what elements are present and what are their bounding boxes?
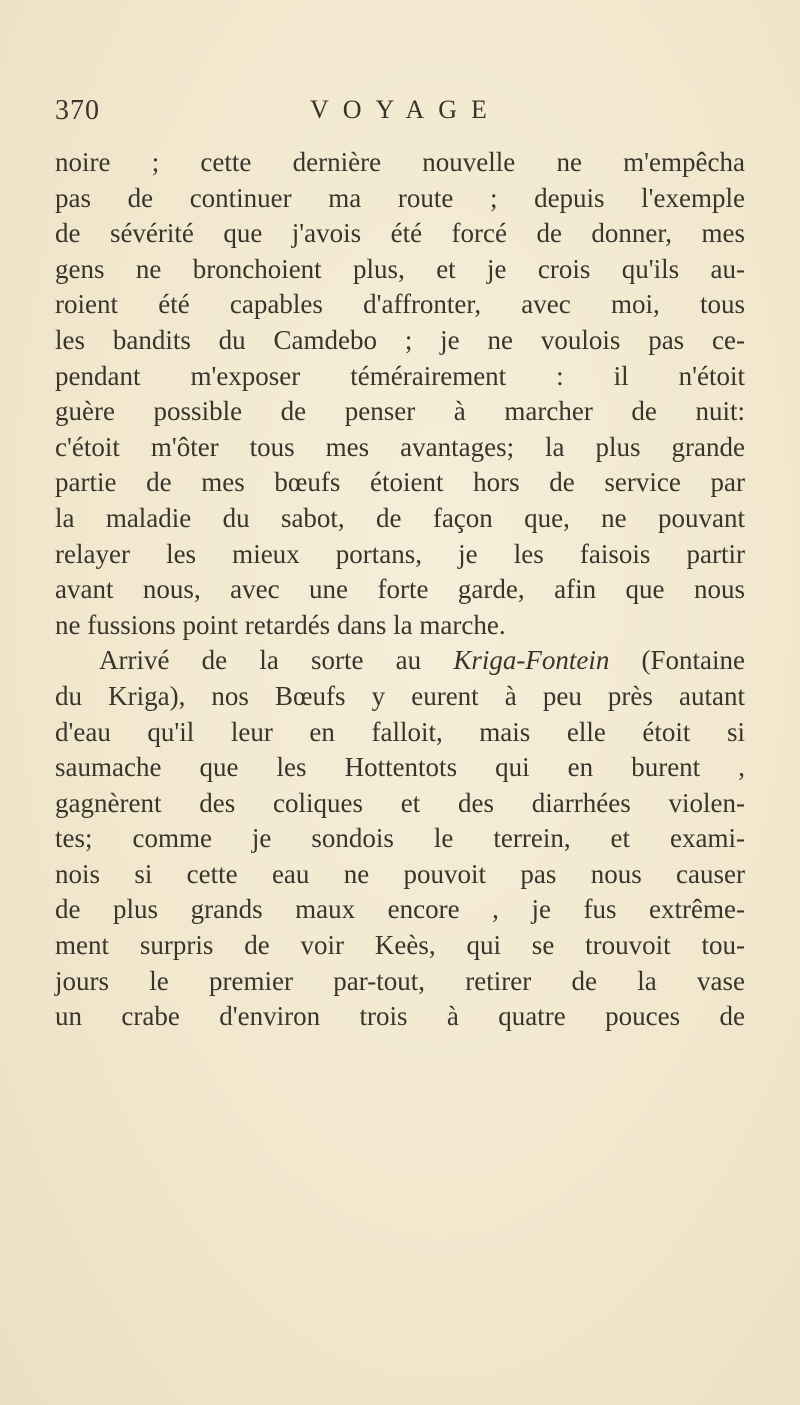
text-line: tes; comme je sondois le terrein, et exami- [55,823,745,854]
text-line: noire ; cette dernière nouvelle ne m'empêcha [55,147,745,177]
text-line: c'étoit m'ôter tous mes avantages; la plus grande [55,431,745,462]
text-span: Arrivé de la sorte au [99,645,454,676]
text-line: relayer les mieux portans, je les faisois partir [55,538,745,569]
text-line: de plus grands maux encore , je fus extrême- [55,894,745,925]
body-text [55,145,745,1035]
text-line: roient été capables d'affronter, avec moi, tous [55,289,745,320]
text-line: de sévérité que j'avois été forcé de donner, mes [55,218,745,249]
text-line: guère possible de penser à marcher de nuit: [55,396,745,427]
text-line: gagnèrent des coliques et des diarrhées violen- [55,787,745,818]
text-line: pas de continuer ma route ; depuis l'exemple [55,182,745,213]
text-line: nois si cette eau ne pouvoit pas nous causer [55,858,745,889]
text-line: partie de mes bœufs étoient hors de service par [55,467,745,498]
running-head: VOYAGE [310,95,501,124]
text-line: avant nous, avec une forte garde, afin que nous [55,574,745,605]
text-line: les bandits du Camdebo ; je ne voulois pas ce- [55,324,745,355]
text-line: pendant m'exposer témérairement : il n'étoit [55,360,745,391]
paragraph-start-line [55,643,745,679]
text-line: gens ne bronchoient plus, et je crois qu'ils au- [55,253,745,284]
text-line: ment surpris de voir Keès, qui se trouvoit tou- [55,930,745,961]
text-line: la maladie du sabot, de façon que, ne pouvant [55,502,745,533]
page-number: 370 [55,95,100,126]
text-line: d'eau qu'il leur en falloit, mais elle étoit si [55,716,745,747]
text-line: saumache que les Hottentots qui en burent , [55,752,745,783]
text-line: ne fussions point retardés dans la marche. [55,609,506,640]
place-name: Kriga-Fontein [453,645,610,676]
text-line: du Kriga), nos Bœufs y eurent à peu près autant [55,680,745,711]
text-span: (Fontaine [609,645,745,676]
text-line: un crabe d'environ trois à quatre pouces de [55,1001,745,1032]
text-line: jours le premier par-tout, retirer de la vase [55,965,745,996]
page-header [55,95,755,135]
